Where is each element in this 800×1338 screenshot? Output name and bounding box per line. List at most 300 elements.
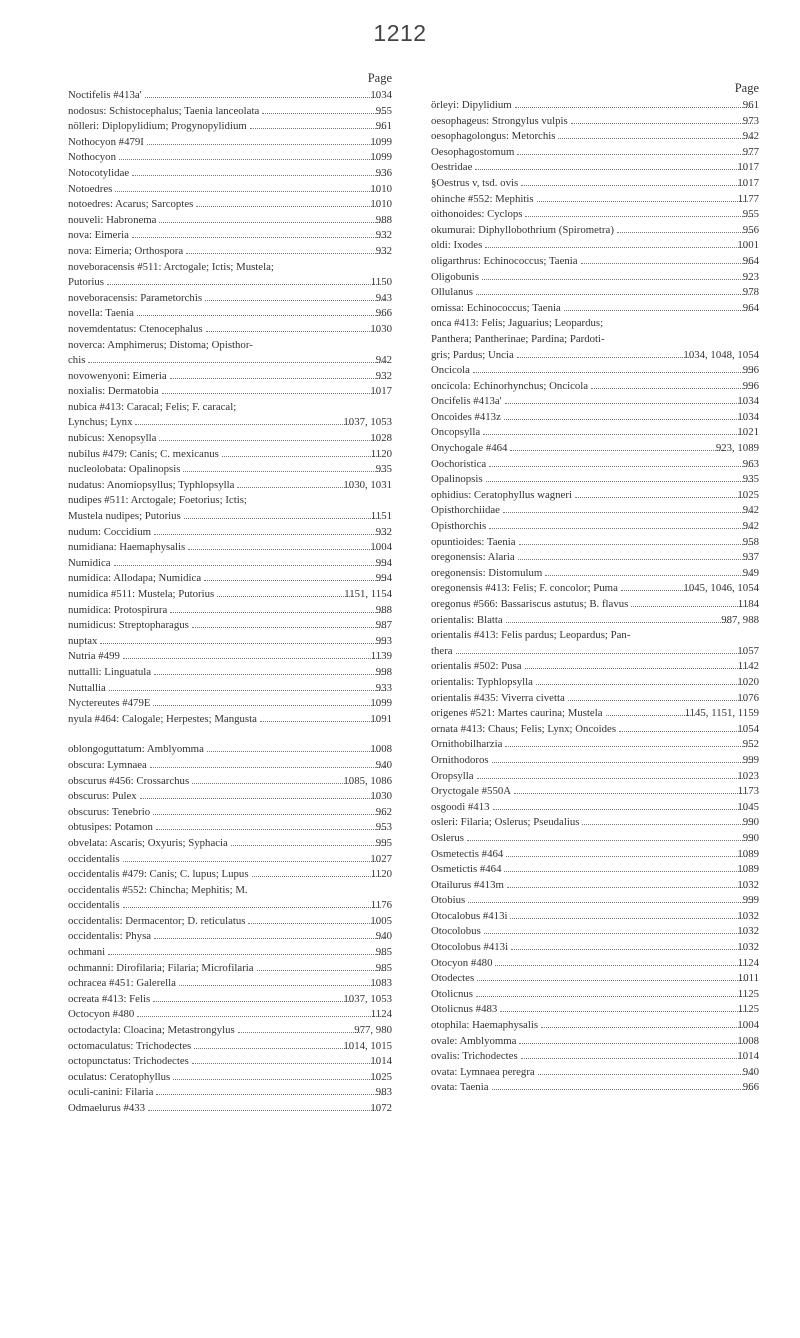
- page-reference: 983: [375, 1086, 392, 1099]
- entry-term: Mustela nudipes; Putorius: [68, 510, 181, 523]
- entry-term: oesophageus: Strongylus vulpis: [431, 114, 568, 127]
- dot-leader: [132, 175, 386, 176]
- index-entry: [68, 758, 392, 774]
- dot-leader: [257, 970, 386, 971]
- index-entry: [431, 363, 759, 379]
- index-entry: [431, 1065, 759, 1081]
- entry-line: [431, 581, 759, 597]
- dot-leader: [482, 279, 753, 280]
- entry-line: [431, 691, 759, 707]
- page-reference: 1034, 1048, 1054: [683, 348, 759, 361]
- entry-term: ovalis: Trichodectes: [431, 1050, 518, 1063]
- dot-leader: [503, 512, 753, 513]
- entry-term: Otolicnus: [431, 987, 473, 1000]
- page-reference: 1017: [737, 176, 759, 189]
- entry-term: nölleri: Diplopylidium; Progynopylidium: [68, 120, 247, 133]
- entry-line: [431, 847, 759, 863]
- entry-term: Oncicola: [431, 364, 470, 377]
- entry-line: [431, 285, 759, 301]
- index-entry: [68, 665, 392, 681]
- dot-leader: [571, 123, 753, 124]
- entry-line: [68, 774, 392, 790]
- index-entry: [68, 976, 392, 992]
- page-reference: 1099: [370, 697, 392, 710]
- index-column-left: [68, 70, 392, 1117]
- index-entry: [431, 737, 759, 753]
- dot-leader: [619, 731, 747, 732]
- page-reference: 1120: [370, 868, 392, 881]
- page-reference: 1032: [737, 909, 759, 922]
- dot-leader: [153, 1001, 353, 1002]
- page-reference: 964: [742, 301, 759, 314]
- entry-line: [68, 618, 392, 634]
- index-entry: [431, 410, 759, 426]
- index-entry: [68, 634, 392, 650]
- entry-line: [431, 878, 759, 894]
- dot-leader: [179, 985, 381, 986]
- dot-leader: [123, 907, 381, 908]
- dot-leader: [107, 284, 381, 285]
- entry-term: Otocolobus #413i: [431, 941, 509, 954]
- entry-term: oregonensis: Alaria: [431, 551, 515, 564]
- entry-line: [68, 135, 392, 151]
- page-reference: 1125: [737, 1003, 759, 1016]
- index-entry: [431, 706, 759, 722]
- entry-term: Ollulanus: [431, 286, 473, 299]
- dot-leader: [582, 824, 752, 825]
- page-reference: 932: [375, 229, 392, 242]
- page-reference: 949: [742, 566, 759, 579]
- column-header: Page: [367, 71, 392, 85]
- dot-leader: [154, 938, 386, 939]
- dot-leader: [135, 424, 353, 425]
- page-reference: 994: [375, 556, 392, 569]
- page-reference: 1045: [737, 800, 759, 813]
- page-reference: 1023: [737, 769, 759, 782]
- page-reference: 942: [742, 130, 759, 143]
- entry-term: ochracea #451: Galerella: [68, 977, 176, 990]
- entry-term: occidentalis: [68, 852, 120, 865]
- page-reference: 1030, 1031: [343, 478, 392, 491]
- dot-leader: [145, 97, 381, 98]
- index-entry: [431, 878, 759, 894]
- page-reference: 943: [375, 291, 392, 304]
- entry-list: [68, 88, 392, 1117]
- index-entry: [68, 306, 392, 322]
- entry-term: Numidica: [68, 556, 111, 569]
- page-reference: 1177: [737, 192, 759, 205]
- entry-line: [431, 1034, 759, 1050]
- index-entry: [68, 618, 392, 634]
- index-entry: [68, 431, 392, 447]
- index-entry: [68, 789, 392, 805]
- entry-line: [68, 462, 392, 478]
- index-entry: [68, 571, 392, 587]
- entry-line: [68, 1007, 392, 1023]
- entry-term: thera: [431, 644, 453, 657]
- index-entry: [68, 587, 392, 603]
- entry-term: Oryctogale #550A: [431, 785, 512, 798]
- dot-leader: [521, 1058, 748, 1059]
- entry-term: novella: Taenia: [68, 307, 134, 320]
- entry-line: [431, 114, 759, 130]
- index-entry: [68, 338, 392, 369]
- dot-leader: [88, 362, 385, 363]
- page-reference: 1099: [370, 151, 392, 164]
- entry-term: Lynchus; Lynx: [68, 416, 133, 429]
- page-reference: 1014: [370, 1055, 392, 1068]
- dot-leader: [184, 518, 381, 519]
- entry-term: nouveli: Habronema: [68, 213, 157, 226]
- dot-leader: [504, 419, 748, 420]
- entry-term: ophidius: Ceratophyllus wagneri: [431, 488, 572, 501]
- index-entry: [431, 675, 759, 691]
- page-reference: 1032: [737, 941, 759, 954]
- entry-line: [431, 1080, 759, 1096]
- entry-term: Onychogale #464: [431, 442, 508, 455]
- page-reference: 935: [742, 473, 759, 486]
- dot-leader: [489, 466, 753, 467]
- index-entry: [431, 192, 759, 208]
- entry-line: [68, 431, 392, 447]
- entry-term: Notocotylidae: [68, 166, 130, 179]
- entry-line: [68, 322, 392, 338]
- dot-leader: [504, 871, 747, 872]
- dot-leader: [591, 388, 753, 389]
- dot-leader: [252, 876, 381, 877]
- page-reference: 1089: [737, 863, 759, 876]
- dot-leader: [123, 861, 381, 862]
- entry-term: chis: [68, 354, 86, 367]
- page-reference: 961: [742, 99, 759, 111]
- entry-term: octodactyla: Cloacina; Metastrongylus: [68, 1024, 235, 1037]
- entry-term: oldi: Ixodes: [431, 239, 483, 252]
- entry-line: [68, 1023, 392, 1039]
- page-reference: 977, 980: [354, 1024, 392, 1037]
- dot-leader: [140, 798, 381, 799]
- entry-line: [68, 369, 392, 385]
- entry-line: [68, 306, 392, 322]
- index-entry: [431, 114, 759, 130]
- page-reference: 1151, 1154: [344, 588, 392, 600]
- page-reference: 923, 1089: [715, 442, 759, 455]
- index-entry: [68, 696, 392, 712]
- index-entry: [68, 992, 392, 1008]
- dot-leader: [519, 544, 753, 545]
- entry-term: Octocyon #480: [68, 1008, 135, 1021]
- index-entry: [431, 129, 759, 145]
- entry-term: okumurai: Diphyllobothrium (Spirometra): [431, 223, 614, 236]
- entry-line: [68, 244, 392, 260]
- dot-leader: [617, 232, 753, 233]
- dot-leader: [485, 247, 747, 248]
- page-reference: 1021: [737, 426, 759, 439]
- page-reference: 1032: [737, 925, 759, 938]
- page-reference: 1030: [370, 790, 392, 803]
- entry-line: [68, 556, 392, 572]
- page-reference: 1010: [370, 182, 392, 195]
- dot-leader: [483, 434, 747, 435]
- entry-line: [431, 145, 759, 161]
- page-reference: 1034: [737, 410, 759, 423]
- dot-leader: [495, 965, 747, 966]
- dot-leader: [564, 310, 753, 311]
- entry-term: orientalis #502: Pusa: [431, 660, 522, 673]
- entry-term: numidica: Protospirura: [68, 603, 168, 616]
- entry-line: [68, 150, 392, 166]
- dot-leader: [475, 169, 747, 170]
- page-reference: 1037, 1053: [343, 416, 392, 429]
- dot-leader: [476, 996, 748, 997]
- entry-line: [431, 472, 759, 488]
- entry-line: [68, 228, 392, 244]
- entry-line: nubica #413: Caracal; Felis; F. caracal;: [68, 400, 237, 413]
- dot-leader: [188, 549, 380, 550]
- entry-line: [68, 447, 392, 463]
- index-entry: [431, 457, 759, 473]
- index-entry: [68, 244, 392, 260]
- entry-line: [431, 753, 759, 769]
- index-entry: [68, 384, 392, 400]
- dot-leader: [500, 1011, 748, 1012]
- entry-term: Oochoristica: [431, 457, 487, 470]
- page-reference: 994: [375, 572, 392, 585]
- index-entry: [431, 628, 759, 659]
- dot-leader: [467, 840, 753, 841]
- page-reference: 1014: [737, 1050, 759, 1063]
- entry-term: obvelata: Ascaris; Oxyuris; Syphacia: [68, 836, 228, 849]
- index-entry: [68, 852, 392, 868]
- page-reference: 1017: [370, 385, 392, 398]
- page-reference: 940: [375, 930, 392, 943]
- index-entry: [68, 291, 392, 307]
- entry-line: [68, 634, 392, 650]
- page-reference: 1028: [370, 432, 392, 445]
- dot-leader: [525, 668, 748, 669]
- index-entry: [431, 160, 759, 176]
- dot-leader: [205, 300, 386, 301]
- entry-term: Nothocyon #479I: [68, 135, 144, 148]
- page-reference: 1099: [370, 135, 392, 148]
- index-entry: [68, 1039, 392, 1055]
- dot-leader: [109, 690, 386, 691]
- index-entry: [68, 540, 392, 556]
- dot-leader: [153, 814, 386, 815]
- entry-line: [431, 815, 759, 831]
- entry-term: Oncifelis #413a': [431, 395, 502, 408]
- dot-leader: [217, 596, 354, 597]
- dot-leader: [159, 222, 385, 223]
- index-entry: [431, 207, 759, 223]
- entry-line: [431, 363, 759, 379]
- page-reference: 940: [375, 758, 392, 771]
- page-reference: 1072: [370, 1102, 392, 1114]
- page-reference: 1045, 1046, 1054: [683, 582, 759, 595]
- entry-line: [431, 519, 759, 535]
- page-reference: 1184: [737, 598, 759, 610]
- entry-term: ochmanni: Dirofilaria; Filaria; Microfilaria: [68, 961, 254, 974]
- entry-term: noveboracensis: Parametorchis: [68, 291, 203, 304]
- entry-line: [431, 566, 759, 582]
- entry-line: [431, 1018, 759, 1034]
- entry-line: [431, 394, 759, 410]
- index-entry: [431, 394, 759, 410]
- index-entry: [431, 441, 759, 457]
- entry-line: [68, 1101, 392, 1117]
- entry-term: nucleolobata: Opalinopsis: [68, 463, 181, 476]
- page-reference: 1085, 1086: [343, 774, 392, 787]
- entry-line: [431, 675, 759, 691]
- entry-line: [68, 836, 392, 852]
- page-reference: 1142: [737, 660, 759, 673]
- index-entry: [431, 1080, 759, 1096]
- page-reference: 955: [742, 208, 759, 221]
- entry-term: orientalis: Blatta: [431, 613, 503, 626]
- index-entry: [431, 862, 759, 878]
- entry-term: Osmetectis #464: [431, 847, 504, 860]
- entry-line: [68, 525, 392, 541]
- page-reference: 978: [742, 286, 759, 299]
- page-reference: 1124: [737, 956, 759, 969]
- entry-term: Osmetictis #464: [431, 863, 502, 876]
- entry-term: Noctifelis #413a': [68, 89, 142, 101]
- entry-term: nyula #464: Calogale; Herpestes; Mangusta: [68, 712, 257, 725]
- entry-term: obscurus #456: Crossarchus: [68, 774, 190, 787]
- index-entry: [431, 316, 759, 363]
- entry-line: [431, 940, 759, 956]
- dot-leader: [156, 829, 386, 830]
- page-reference: 963: [742, 457, 759, 470]
- entry-line: [431, 550, 759, 566]
- entry-line: [68, 898, 392, 914]
- entry-line: [68, 712, 392, 728]
- index-entry: [68, 462, 392, 478]
- entry-term: nudum: Coccidium: [68, 525, 152, 538]
- entry-line: [431, 176, 759, 192]
- entry-line: [431, 270, 759, 286]
- entry-line: [68, 1085, 392, 1101]
- index-entry: [431, 145, 759, 161]
- entry-term: örleyi: Dipylidium: [431, 99, 512, 111]
- dot-leader: [137, 1016, 381, 1017]
- index-entry: [68, 135, 392, 151]
- index-entry: [431, 98, 759, 114]
- entry-term: oregonensis #413: Felis; F. concolor; Puma: [431, 582, 618, 595]
- entry-line: [431, 223, 759, 239]
- entry-line: [431, 457, 759, 473]
- entry-term: octopunctatus: Trichodectes: [68, 1055, 189, 1068]
- entry-line: [431, 1049, 759, 1065]
- entry-line: noveboracensis #511: Arctogale; Ictis; Mustela;: [68, 260, 274, 273]
- entry-line: [431, 644, 759, 660]
- index-entry: [431, 1002, 759, 1018]
- index-entry: [431, 924, 759, 940]
- dot-leader: [545, 575, 753, 576]
- index-entry: [68, 820, 392, 836]
- entry-term: oregonensis: Distomulum: [431, 566, 543, 579]
- dot-leader: [153, 705, 380, 706]
- entry-term: obscura: Lymnaea: [68, 758, 147, 771]
- dot-leader: [183, 471, 385, 472]
- index-entry: [431, 1034, 759, 1050]
- page-reference: 1173: [737, 785, 759, 798]
- entry-line: [68, 742, 392, 758]
- entry-term: Otailurus #413m: [431, 878, 504, 891]
- entry-term: nudatus: Anomiopsyllus; Typhlopsylla: [68, 478, 235, 491]
- index-entry: [431, 503, 759, 519]
- entry-line: orientalis #413: Felis pardus; Leopardus; Pan-: [431, 629, 631, 642]
- entry-term: occidentalis: Dermacentor; D. reticulatus: [68, 914, 246, 927]
- entry-term: Nutria #499: [68, 650, 120, 663]
- index-entry: [431, 1018, 759, 1034]
- dot-leader: [492, 762, 753, 763]
- dot-leader: [114, 565, 386, 566]
- entry-line: [68, 805, 392, 821]
- dot-leader: [506, 856, 747, 857]
- entry-term: nodosus: Schistocephalus; Taenia lanceolata: [68, 104, 260, 117]
- entry-term: Otolicnus #483: [431, 1003, 498, 1016]
- dot-leader: [493, 809, 748, 810]
- entry-term: opuntioides: Taenia: [431, 535, 516, 548]
- entry-line: [431, 441, 759, 457]
- page-reference: 993: [375, 634, 392, 647]
- index-entry: [68, 166, 392, 182]
- entry-line: [68, 291, 392, 307]
- page-reference: 996: [742, 379, 759, 392]
- page-reference: 1014, 1015: [343, 1039, 392, 1052]
- dot-leader: [170, 378, 386, 379]
- entry-term: Oslerus: [431, 831, 464, 844]
- page-reference: 1011: [737, 972, 759, 985]
- page-reference: 1004: [370, 541, 392, 554]
- dot-leader: [468, 902, 753, 903]
- entry-term: Ornithobilharzia: [431, 738, 503, 751]
- entry-term: oithonoides: Cyclops: [431, 208, 523, 221]
- page-reference: 1025: [370, 1070, 392, 1083]
- index-entry: [431, 519, 759, 535]
- entry-term: gris; Pardus; Uncia: [431, 348, 514, 361]
- index-entry: [431, 535, 759, 551]
- entry-term: oculi-canini: Filaria: [68, 1086, 154, 1099]
- dot-leader: [537, 201, 748, 202]
- index-entry: [68, 213, 392, 229]
- page-reference: 1083: [370, 977, 392, 990]
- dot-leader: [237, 487, 353, 488]
- entry-line: [431, 597, 759, 613]
- entry-term: nuptax: [68, 634, 98, 647]
- dot-leader: [484, 933, 748, 934]
- page-reference: 995: [375, 836, 392, 849]
- index-entry: [431, 815, 759, 831]
- entry-term: Otocyon #480: [431, 956, 493, 969]
- page-reference: 1054: [737, 722, 759, 735]
- entry-line: [68, 478, 392, 494]
- dot-leader: [507, 887, 748, 888]
- entry-term: nubicus: Xenopsylla: [68, 432, 157, 445]
- page-reference: 1139: [370, 650, 392, 663]
- index-entry: [68, 1023, 392, 1039]
- dot-leader: [115, 191, 380, 192]
- index-entry: [68, 369, 392, 385]
- index-entry: [431, 769, 759, 785]
- page-reference: 932: [375, 244, 392, 257]
- page-reference: 942: [375, 354, 392, 367]
- entry-line: Panthera; Pantherinae; Pardina; Pardoti-: [431, 332, 605, 345]
- index-entry: [431, 488, 759, 504]
- dot-leader: [137, 315, 386, 316]
- dot-leader: [207, 751, 381, 752]
- entry-term: obscurus: Tenebrio: [68, 805, 151, 818]
